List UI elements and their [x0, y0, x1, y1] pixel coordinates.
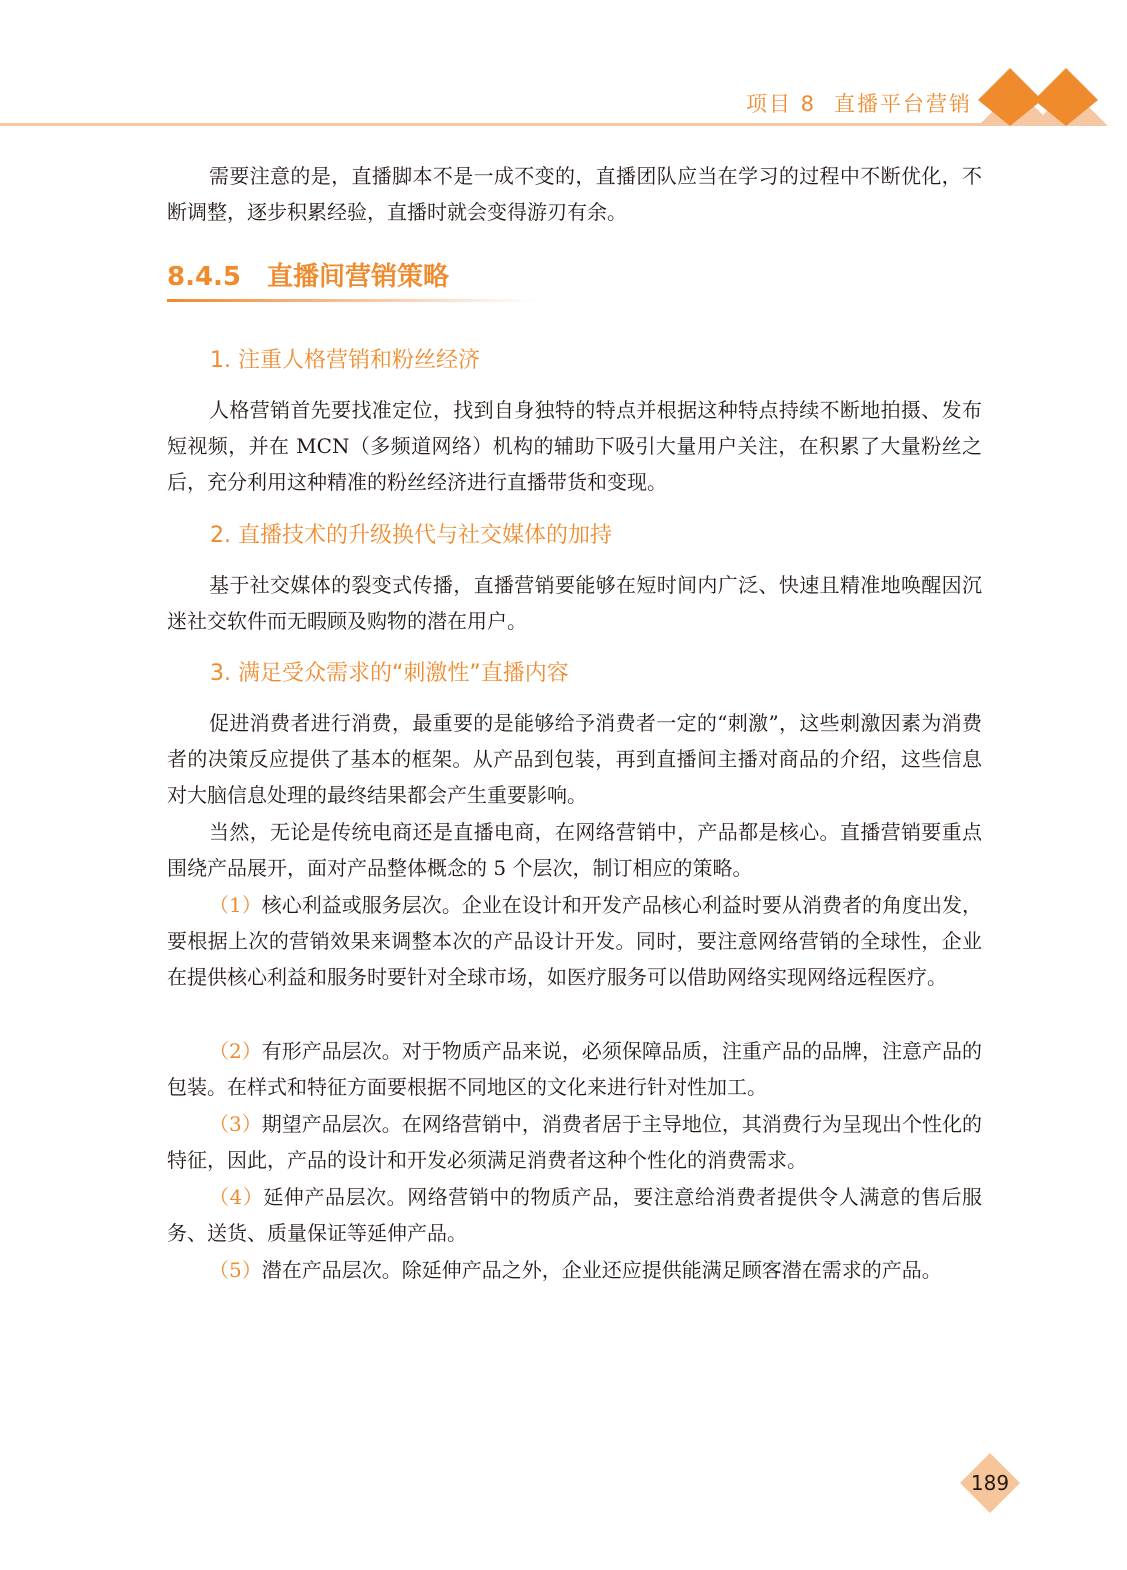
section-number: 8.4.5 — [167, 262, 242, 292]
level-4-paragraph — [167, 1179, 982, 1251]
subsection-1-title: 1. 注重人格营销和粉丝经济 — [210, 348, 480, 373]
level-3-text: 期望产品层次。在网络营销中，消费者居于主导地位，其消费行为呈现出个性化的特征，因此，产品的设计和开发必须满足消费者这种个性化的消费需求。 — [167, 1112, 982, 1172]
page-number: 189 — [970, 1471, 1010, 1495]
subsection-2-paragraph: 基于社交媒体的裂变式传播，直播营销要能够在短时间内广泛、快速且精准地唤醒因沉迷社交软件而无暇顾及购物的潜在用户。 — [167, 573, 982, 633]
level-2-paragraph — [167, 1033, 982, 1105]
level-1-text: 核心利益或服务层次。企业在设计和开发产品核心利益时要从消费者的角度出发，要根据上次的营销效果来调整本次的产品设计开发。同时，要注意网络营销的全球性，企业在提供核心利益和服务时要针对全球市场，如医疗服务可以借助网络实现网络远程医疗。 — [167, 893, 982, 989]
header-project-label: 项目 8 — [745, 92, 816, 116]
section-title: 直播间营销策略 — [267, 262, 450, 292]
header-rule — [0, 123, 1000, 126]
subsection-3-paragraph-1: 促进消费者进行消费，最重要的是能够给予消费者一定的“刺激”，这些刺激因素为消费者的决策反应提供了基本的框架。从产品到包装，再到直播间主播对商品的介绍，这些信息对大脑信息处理的最终结果都会产生重要影响。 — [167, 711, 982, 807]
level-3-number: （3） — [209, 1112, 262, 1136]
subsection-3-paragraph-2: 当然，无论是传统电商还是直播电商，在网络营销中，产品都是核心。直播营销要重点围绕产品展开，面对产品整体概念的 5 个层次，制订相应的策略。 — [167, 820, 982, 880]
subsection-3-title: 3. 满足受众需求的“刺激性”直播内容 — [210, 661, 569, 686]
level-5-number: （5） — [209, 1258, 262, 1282]
header-chapter-title: 直播平台营销 — [834, 92, 972, 116]
page-number-badge — [960, 1453, 1020, 1513]
subsection-1-paragraph: 人格营销首先要找准定位，找到自身独特的特点并根据这种特点持续不断地拍摄、发布短视频，并在 MCN（多频道网络）机构的辅助下吸引大量用户关注，在积累了大量粉丝之后，充分利用这种精准的粉丝经济进行直播带货和变现。 — [167, 398, 982, 494]
level-5-text: 潜在产品层次。除延伸产品之外，企业还应提供能满足顾客潜在需求的产品。 — [261, 1258, 942, 1282]
level-1-number: （1） — [209, 893, 262, 917]
level-3-paragraph — [167, 1106, 982, 1178]
section-underline — [167, 299, 537, 302]
subsection-2-title: 2. 直播技术的升级换代与社交媒体的加持 — [210, 523, 612, 548]
level-1-paragraph — [167, 887, 982, 995]
level-4-text: 延伸产品层次。网络营销中的物质产品，要注意给消费者提供令人满意的售后服务、送货、质量保证等延伸产品。 — [167, 1185, 982, 1245]
level-4-number: （4） — [209, 1185, 264, 1209]
level-2-text: 有形产品层次。对于物质产品来说，必须保障品质，注重产品的品牌，注意产品的包装。在样式和特征方面要根据不同地区的文化来进行针对性加工。 — [167, 1039, 982, 1099]
header-diamond-ornament — [970, 64, 1115, 130]
level-2-number: （2） — [209, 1039, 262, 1063]
section-heading — [167, 256, 449, 293]
running-header — [746, 88, 972, 118]
level-5-paragraph — [167, 1252, 982, 1288]
intro-paragraph: 需要注意的是，直播脚本不是一成不变的，直播团队应当在学习的过程中不断优化，不断调整，逐步积累经验，直播时就会变得游刃有余。 — [167, 164, 982, 224]
